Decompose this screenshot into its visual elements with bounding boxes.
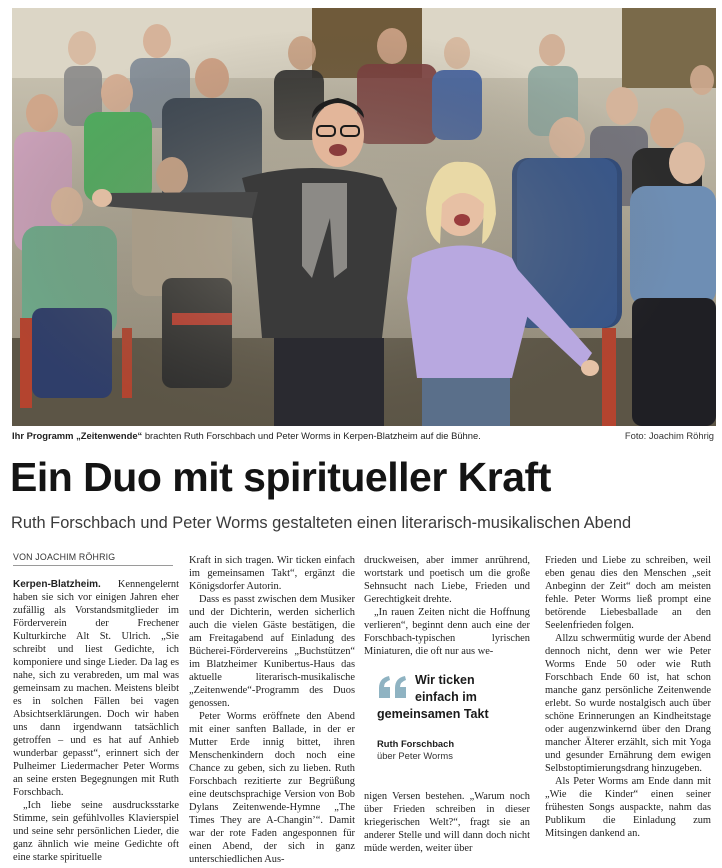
byline: VON JOACHIM RÖHRIG — [13, 552, 116, 562]
article-photo — [12, 8, 716, 426]
photo-caption — [12, 429, 716, 443]
quote-line: einfach im — [415, 690, 477, 704]
paragraph: Peter Worms eröffnete den Abend mit einer sanften Ballade, in der er Mutter Erde innig bittet, ihren Menschenkindern doch noch eine Chance zu geben, sich zu lieben. Ruth Forschbach rezitierte zur Begrüßung eine deutschsprachige Version von Bob Dylans Zeitenwende-Hymne „The Times They are A-Changin’“. Damit war der rote Faden angesponnen für einen Abend, der sich in ganz unterschiedlichen Aus- — [189, 711, 355, 865]
paragraph: Allzu schwermütig wurde der Abend dennoch nicht, denn wer wie Peter Worms Ende 50 oder wie Ruth Forschbach Ende 60 ist, hat schon manche ganz persönliche Zeitenwende erlebt. So wurde nostalgisch auch über schöne Erinnerungen an Kindheitstage oder augenzwinkernd über den Drang mancher Älterer erzählt, sich mit Yoga und gesunder Ernährung dem ewigen Selbstoptimierungsdrang hinzugeben. — [545, 633, 711, 774]
paragraph: Kraft in sich tragen. Wir ticken einfach im gemeinsamen Takt“, ergänzt die Königsdorfer Autorin. — [189, 555, 355, 592]
article-column-1 — [13, 578, 179, 868]
photo-credit: Foto: Joachim Röhrig — [624, 430, 714, 441]
paragraph: nigen Versen bestehen. „Warum noch über Frieden schreiben in dieser kriegerischen Welt?“, fragt sie an anderer Stelle und will dann doch nicht müde werden, weiter über — [364, 791, 530, 854]
article-column-2 — [189, 554, 355, 865]
photo-image — [12, 8, 716, 426]
caption-lead: Ihr Programm „Zeitenwende“ — [12, 430, 143, 441]
quote-line: Wir ticken — [415, 673, 475, 687]
headline: Ein Duo mit spiritueller Kraft — [10, 454, 551, 500]
quote-source — [377, 738, 454, 762]
paragraph: Dass es passt zwischen dem Musiker und der Dichterin, werden sicherlich auch die vielen Gäste bestätigen, die am Freitagabend auf Einladung des Bücherei-Fördervereins „Buchstützen“ im Blatzheimer Kunibertus-Haus das aktuelle literarisch-musikalische „Zeitenwende“-Programm des Duos genossen. — [189, 594, 355, 709]
quote-context: über Peter Worms — [377, 750, 453, 761]
paragraph: „Ich liebe seine ausdrucksstarke Stimme, sein gefühlvolles Klavierspiel und seine sehr persönlichen Lieder, die ganz ähnlich wie meine Gedichte oft eine starke spirituelle — [13, 800, 179, 863]
paragraph: Kennengelernt haben sie sich vor einigen Jahren eher zufällig als Vorstandsmitglieder im Förderverein der Frechener Kulturkirche Alt St. Ulrich. „Sie schreibt und liest Gedichte, ich komponiere und singe Lieder. Da lag es nahe, sich zu verabreden, um mal was gemeinsam zu machen. Meistens bleibt es in solchen Fällen bei vagen Absichtserklärungen. Doch wir haben uns dann irgendwann tatsächlich getroffen – und es hat auf Anhieb wunderbar gepasst“, erinnert sich der Pulheimer Liedermacher Peter Worms an seine ersten Begegnungen mit Ruth Forschbach. — [13, 579, 179, 798]
paragraph: druckweisen, aber immer anrührend, wortstark und poetisch um die große Sehnsucht nach Liebe, Frieden und Gerechtigkeit drehte. — [364, 555, 530, 605]
subheadline: Ruth Forschbach und Peter Worms gestalteten einen literarisch-musikalischen Abend — [11, 514, 632, 532]
dateline: Kerpen-Blatzheim. — [13, 579, 101, 590]
quote-author: Ruth Forschbach — [377, 738, 455, 749]
quote-text — [377, 672, 527, 723]
byline-divider — [13, 565, 173, 566]
paragraph: Frieden und Liebe zu schreiben, weil eben genau dies den Menschen „seit Anbeginn der Zeit“ doch am meisten fehle. Peter Worms ließ prompt eine betörende Liebesballade an den Seelenfrieden folgen. — [545, 555, 711, 631]
article-column-4 — [545, 554, 711, 860]
paragraph: Als Peter Worms am Ende dann mit „Wie die Kinder“ einen seiner frühesten Songs auspackte, nahm das Publikum die Einladung zum Mitsingen dankend an. — [545, 776, 711, 839]
caption-text: brachten Ruth Forschbach und Peter Worms in Kerpen-Blatzheim auf die Bühne. — [142, 430, 481, 441]
quote-line: gemeinsamen Takt — [377, 707, 489, 721]
paragraph: „In rauen Zeiten nicht die Hoffnung verlieren“, beginnt denn auch eine der Forschbach-typischen lyrischen Miniaturen, die oft nur aus we- — [364, 607, 530, 657]
